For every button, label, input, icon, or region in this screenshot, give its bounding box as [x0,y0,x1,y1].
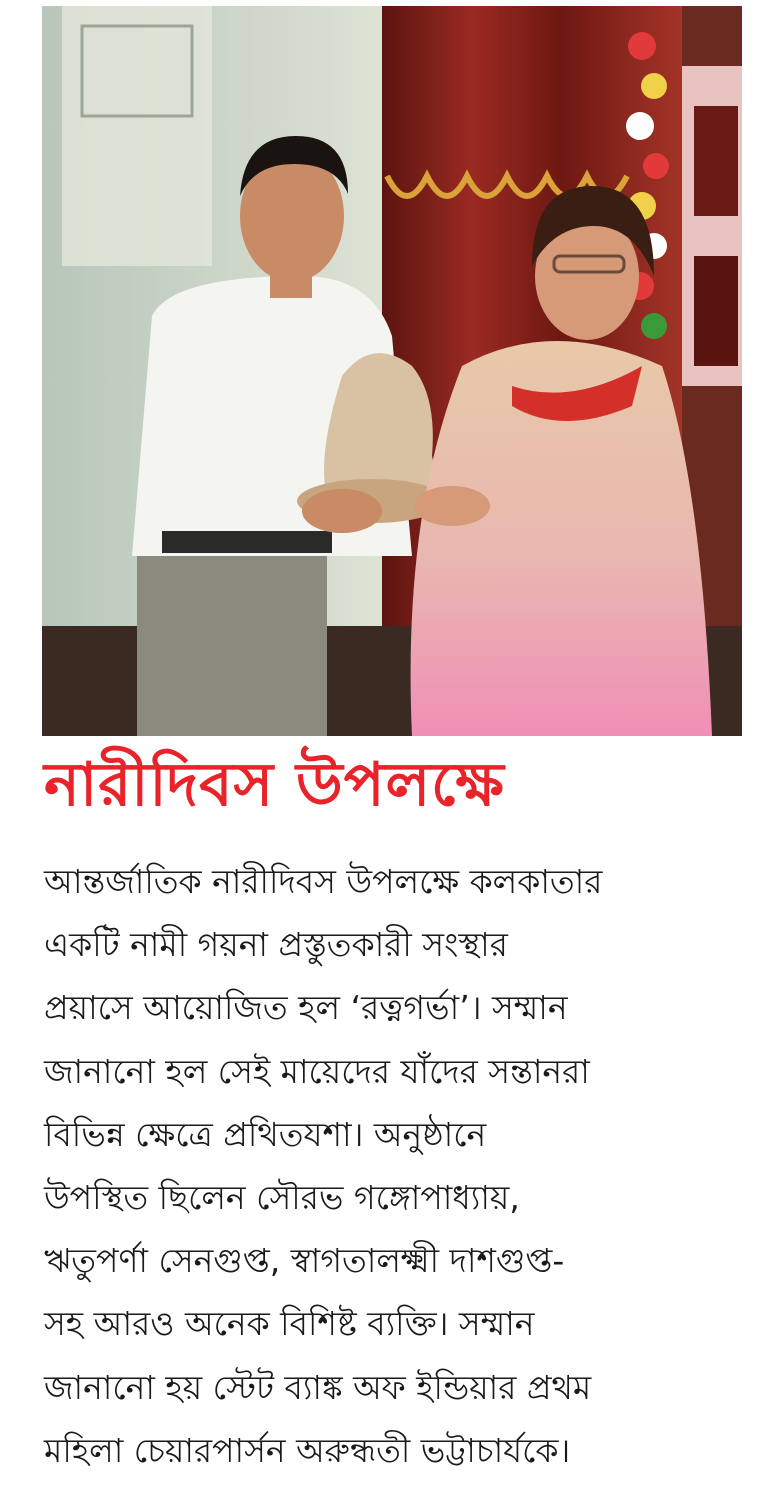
article-line: বিভিন্ন ক্ষেত্রে প্রথিতযশা। অনুষ্ঠানে [44,1114,487,1154]
article-body [44,850,754,1482]
article-line: একটি নামী গয়না প্রস্তুতকারী সংস্থার [44,925,508,965]
article-line: ঋতুপর্ণা সেনগুপ্ত, স্বাগতালক্ষ্মী দাশগুপ্ত- [44,1241,565,1281]
article-line: সহ আরও অনেক বিশিষ্ট ব্যক্তি। সম্মান [44,1304,535,1344]
article-line: উপস্থিত ছিলেন সৌরভ গঙ্গোপাধ্যায়, [44,1177,520,1217]
article-line: জানানো হয় স্টেট ব্যাঙ্ক অফ ইন্ডিয়ার প্রথম [44,1367,592,1407]
headline: নারীদিবস উপলক্ষে [44,750,505,820]
article-line: মহিলা চেয়ারপার্সন অরুন্ধতী ভট্টাচার্যকে। [44,1430,571,1470]
event-photo [42,6,742,736]
article-line: জানানো হল সেই মায়েদের যাঁদের সন্তানরা [44,1051,590,1091]
article-line: প্রয়াসে আয়োজিত হল ‘রত্নগর্ভা’। সম্মান [44,988,568,1028]
article-line: আন্তর্জাতিক নারীদিবস উপলক্ষে কলকাতার [44,862,603,901]
